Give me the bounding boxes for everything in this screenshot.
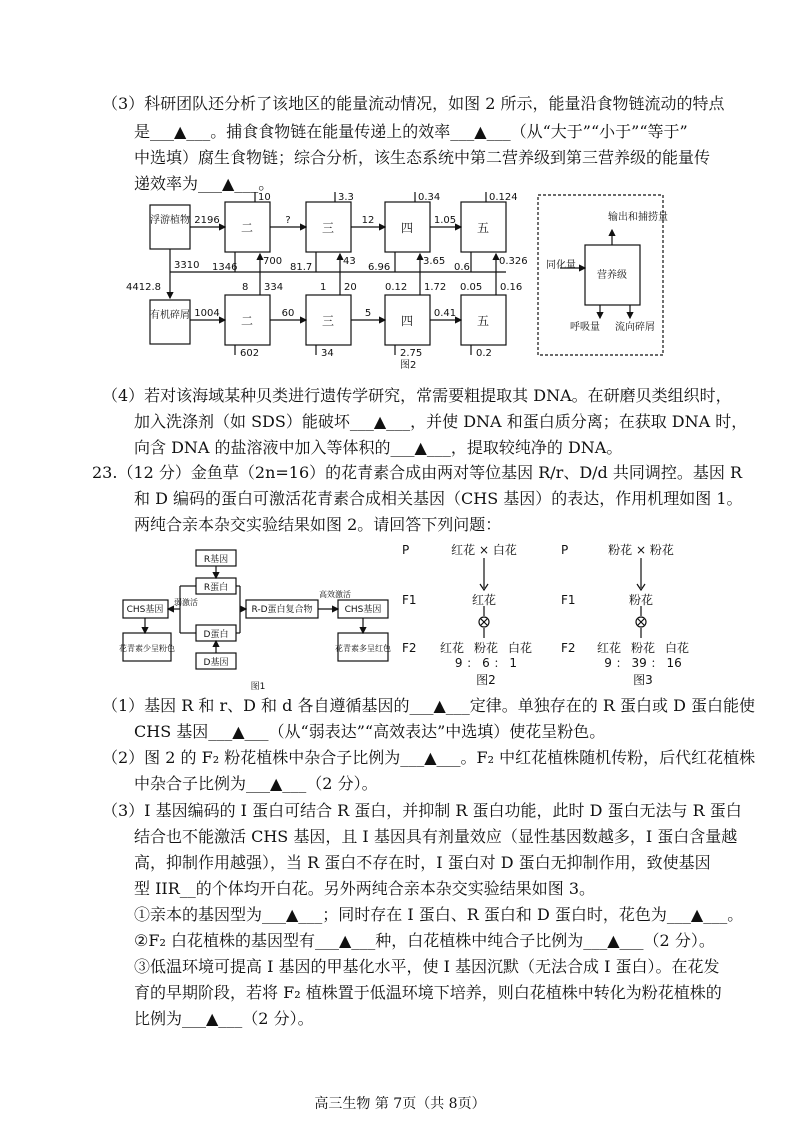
fig2-parents: 红花 × 白花 (451, 543, 517, 557)
page-footer: 高三生物 第 7页（共 8页） (314, 1096, 486, 1112)
q23-q3-line3: 高，抑制作用越强），当 R 蛋白不存在时，I 蛋白对 D 蛋白无抑制作用，致使基因 (134, 853, 711, 872)
in-1: 8 (242, 282, 249, 293)
q23-q3-sub1: ①亲本的基因型为___▲___；同时存在 I 蛋白、R 蛋白和 D 蛋白时，花色为___▲___。 (134, 905, 744, 924)
q22-p3-line2: 是___▲___。捕食食物链在能量传递上的效率___▲___（从“大于”“小于”“等于” (134, 122, 688, 141)
box-detritus: 有机碎屑 (150, 310, 190, 321)
flow-bottom-3: 5 (364, 308, 372, 319)
heat-top-1: 10 (258, 192, 271, 203)
cross-4: 0.326 (499, 256, 528, 267)
q22-p3-line3: 中选填）腐生食物链；综合分析，该生态系统中第二营养级到第三营养级的能量传 (134, 148, 711, 167)
heat-bottom-4: 0.2 (476, 348, 492, 359)
fig2-caption: 图2 (400, 360, 417, 371)
fig3-f2-ratio: 9 ： 39 ： 16 (604, 656, 682, 670)
q23-q2-line2: 中杂合子比例为___▲___（2 分）。 (134, 774, 378, 793)
flow-top-3: 12 (361, 215, 375, 226)
cross-1: 700 (263, 256, 283, 267)
cross-2: 43 (343, 256, 356, 267)
mechanism-figure (118, 545, 398, 693)
fig3-cross-caption: 图3 (633, 673, 653, 687)
q23-intro-line1: 23.（12 分）金鱼草（2n=16）的花青素合成由两对等位基因 R/r、D/d 共同调控。基因 R (92, 463, 742, 482)
flow-bottom-4: 0.41 (433, 308, 457, 319)
legend-output: 输出和捕捞量 (608, 212, 668, 223)
fig2-cross-caption: 图2 (476, 673, 496, 687)
bottom-box-2: 二 (240, 314, 254, 328)
q23-q3-line2: 结合也不能激活 CHS 基因，且 I 基因具有剂量效应（显性基因数越多，I 蛋白含量越 (134, 827, 738, 846)
r-gene: R基因 (203, 555, 229, 565)
chs-gene-left: CHS基因 (126, 605, 164, 615)
q22-p3-line4: 递效率为___▲___。 (134, 174, 275, 193)
detritus-3: 81.7 (290, 262, 313, 273)
up-1: 334 (264, 282, 284, 293)
q23-q3-sub3-line3: 比例为___▲___（2 分）。 (134, 1009, 314, 1028)
box-phytoplankton: 浮游植物 (150, 215, 190, 226)
fig3-f1-label: F1 (561, 593, 576, 607)
fig3-f2-label: F2 (561, 641, 576, 655)
flow-top-2: ? (285, 215, 291, 226)
flow-top-1: 2196 (194, 215, 220, 226)
cross-figure-2 (396, 540, 541, 690)
left-value: 4412.8 (126, 282, 161, 293)
d-protein: D蛋白 (203, 630, 229, 640)
cross-figure-3 (555, 540, 700, 690)
red-output: 花青素多呈红色 (335, 644, 391, 653)
legend-assimilation: 同化量 (546, 260, 576, 271)
heat-bottom-1: 602 (240, 348, 260, 359)
up-3: 1.72 (424, 282, 447, 293)
fig2-f2-ratio: 9 ： 6 ： 1 (454, 656, 518, 670)
in-3: 0.12 (385, 282, 408, 293)
heat-bottom-3: 2.75 (400, 348, 423, 359)
weak-activation: 弱激活 (174, 598, 198, 607)
up-2: 20 (344, 282, 357, 293)
fig2-f2-white: 白花 (507, 641, 533, 655)
fig2-f2-red: 红花 (439, 641, 465, 655)
strong-activation: 高效激活 (319, 590, 351, 599)
flow-top-4: 1.05 (433, 215, 457, 226)
q23-q1-line2: CHS 基因___▲___（从“弱表达”“高效表达”中选填）使花呈粉色。 (134, 722, 606, 741)
bottom-box-5: 五 (476, 314, 490, 328)
top-box-3: 三 (321, 221, 335, 235)
q22-p4-line2: 加入洗涤剂（如 SDS）能破坏___▲___，并使 DNA 和蛋白质分离；在获取 DNA 时， (134, 412, 748, 431)
detritus-1: 3310 (174, 260, 200, 271)
q23-q3-sub2: ②F₂ 白花植株的基因型有___▲___种，白花植株中纯合子比例为___▲___（2 分）。 (134, 931, 715, 950)
fig3-p-label: P (561, 543, 569, 557)
fig2-f2-label: F2 (402, 641, 417, 655)
in-2: 1 (320, 282, 327, 293)
q22-p4-line1: （4）若对该海域某种贝类进行遗传学研究，常需要粗提取其 DNA。在研磨贝类组织时， (102, 386, 732, 405)
heat-top-3: 0.34 (418, 192, 441, 203)
energy-flow-figure (126, 190, 670, 371)
fig1-caption: 图1 (250, 682, 266, 692)
top-box-4: 四 (400, 221, 414, 235)
q23-q1-line1: （1）基因 R 和 r、D 和 d 各自遵循基因的___▲___定律。单独存在的 R 蛋白或 D 蛋白能使 (102, 696, 755, 715)
chs-gene-right: CHS基因 (344, 605, 382, 615)
q23-intro-line3: 两纯合亲本杂交实验结果如图 2。请回答下列问题： (134, 515, 502, 534)
legend-respiration: 呼吸量 (570, 322, 600, 333)
fig3-parents: 粉花 × 粉花 (608, 543, 674, 557)
fig2-f2-pink: 粉花 (473, 641, 499, 655)
q22-p4-line3: 向含 DNA 的盐溶液中加入等体积的___▲___，提取较纯净的 DNA。 (134, 438, 623, 457)
detritus-2: 1346 (212, 262, 238, 273)
legend-level: 营养级 (597, 270, 627, 281)
flow-bottom-2: 60 (281, 308, 295, 319)
top-box-5: 五 (476, 221, 490, 235)
q23-q3-line1: （3）I 基因编码的 I 蛋白可结合 R 蛋白，并抑制 R 蛋白功能，此时 D 蛋白无法与 R 蛋白 (102, 801, 742, 820)
q22-p3-line1: （3）科研团队还分析了该地区的能量流动情况，如图 2 所示，能量沿食物链流动的特点 (102, 94, 725, 113)
bottom-box-4: 四 (400, 314, 414, 328)
fig3-f2-white: 白花 (664, 641, 690, 655)
fig2-p-label: P (402, 543, 410, 557)
q23-q3-sub3-line1: ③低温环境可提高 I 基因的甲基化水平，使 I 基因沉默（无法合成 I 蛋白）。在花发 (134, 957, 720, 976)
heat-bottom-2: 34 (321, 348, 334, 359)
q23-q2-line1: （2）图 2 的 F₂ 粉花植株中杂合子比例为___▲___。F₂ 中红花植株随机传粉，后代红花植株 (102, 748, 756, 767)
cross-3: 3.65 (423, 256, 446, 267)
pink-output: 花青素少呈粉色 (119, 644, 175, 653)
d-gene: D基因 (203, 658, 229, 668)
q23-q3-line4: 型 IIR__的个体均开白花。另外两纯合亲本杂交实验结果如图 3。 (134, 879, 596, 898)
up-4: 0.16 (500, 282, 523, 293)
bottom-box-3: 三 (321, 314, 335, 328)
fig3-f2-pink: 粉花 (630, 641, 656, 655)
rd-complex: R-D蛋白复合物 (251, 605, 313, 615)
q23-intro-line2: 和 D 编码的蛋白可激活花青素合成相关基因（CHS 基因）的表达，作用机理如图 1。 (134, 489, 743, 508)
flow-bottom-1: 1004 (194, 308, 220, 319)
legend-to-detritus: 流向碎屑 (615, 322, 655, 333)
fig3-f1: 粉花 (628, 593, 654, 607)
fig2-f1: 红花 (471, 593, 497, 607)
r-protein: R蛋白 (203, 583, 229, 593)
detritus-4: 6.96 (368, 262, 391, 273)
heat-top-4: 0.124 (489, 192, 518, 203)
heat-top-2: 3.3 (338, 192, 354, 203)
fig3-f2-red: 红花 (596, 641, 622, 655)
q23-q3-sub3-line2: 育的早期阶段，若将 F₂ 植株置于低温环境下培养，则白花植株中转化为粉花植株的 (134, 983, 722, 1002)
detritus-5: 0.6 (454, 262, 470, 273)
top-box-2: 二 (240, 221, 254, 235)
in-4: 0.05 (460, 282, 483, 293)
fig2-f1-label: F1 (402, 593, 417, 607)
